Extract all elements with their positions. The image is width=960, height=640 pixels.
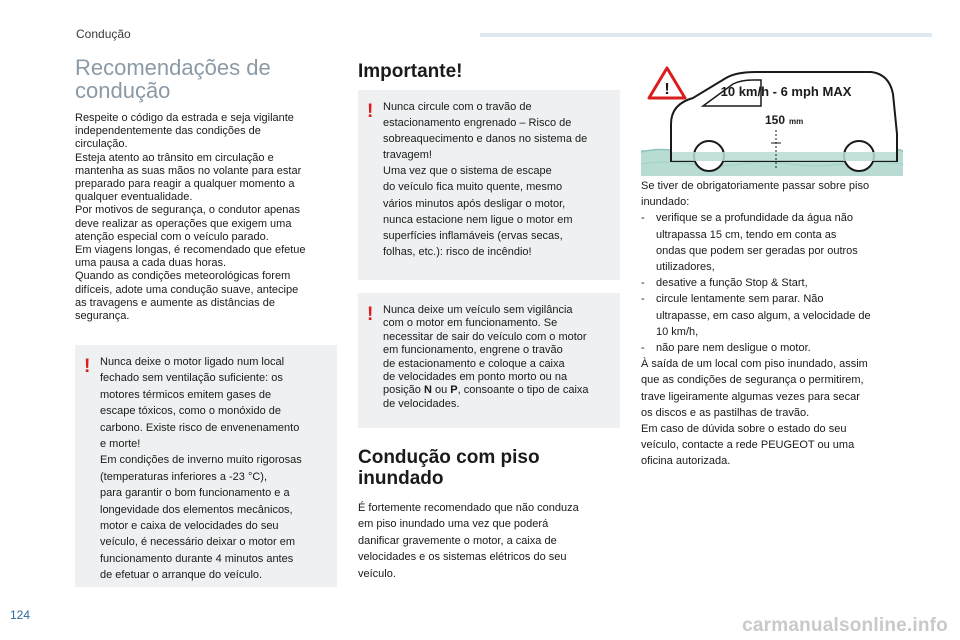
text-line: qualquer eventualidade. — [75, 191, 193, 204]
text-line: Em viagens longas, é recomendado que efetue — [75, 244, 306, 257]
text-line: Por motivos de segurança, o condutor apenas — [75, 204, 301, 217]
text-line: uma pausa a cada duas horas. — [75, 257, 227, 270]
page-title — [75, 56, 337, 102]
text-line: de velocidades em ponto morto ou na — [383, 371, 568, 384]
text-line: oficina autorizada. — [641, 455, 731, 468]
depth-unit: mm — [789, 117, 804, 126]
text-line: que as condições de segurança o permitirem, — [641, 374, 864, 387]
list-dash: - — [641, 212, 645, 225]
text-line: ultrapasse, em caso algum, a velocidade de — [656, 309, 871, 322]
list-dash: - — [641, 342, 645, 355]
flood-title — [358, 447, 620, 489]
text-line: Em condições de inverno muito rigorosas — [100, 454, 302, 467]
text-line: Nunca circule com o travão de — [383, 101, 532, 113]
warning-box-engine-running-enclosed — [75, 345, 337, 587]
text-line: com o motor em funcionamento. Se — [383, 317, 558, 330]
list-item — [641, 275, 906, 291]
text-line: Nunca deixe um veículo sem vigilância — [383, 304, 573, 316]
text-line: necessitar de sair do veículo com o motor — [383, 330, 587, 343]
text-line: Quando as condições meteorológicas forem — [75, 270, 291, 283]
text-line: À saída de um local com piso inundado, assim — [641, 358, 868, 371]
text-line: escape tóxicos, como o monóxido de — [100, 405, 281, 418]
warning-exclamation-icon: ! — [84, 356, 91, 377]
warning-box-parking-brake — [358, 90, 620, 280]
text-line: atenção especial com o veículo parado. — [75, 230, 269, 243]
text-line: carbono. Existe risco de envenenamento — [100, 421, 300, 434]
text-line: segurança. — [75, 310, 130, 323]
text-line: circulação. — [75, 138, 128, 151]
warning-box-unattended-vehicle — [358, 293, 620, 428]
text-line: desative a função Stop & Start, — [656, 277, 808, 290]
warning-exclamation-icon: ! — [367, 304, 374, 325]
text-line: 10 km/h, — [656, 325, 699, 338]
text-segment: , consoante o tipo de caixa — [457, 384, 589, 397]
text-line: de estacionamento e coloque a caixa — [383, 357, 565, 370]
page-number: 124 — [10, 608, 31, 622]
text-line: folhas, etc.): risco de incêndio! — [383, 245, 532, 258]
warning-text — [100, 354, 327, 584]
flood-title-line-2: inundado — [358, 468, 444, 489]
text-line: de efetuar o arranque do veículo. — [100, 569, 263, 582]
text-line: circule lentamente sem parar. Não — [656, 293, 824, 306]
text-line: em piso inundado uma vez que poderá — [358, 518, 549, 531]
text-line: ultrapassa 15 cm, tendo em conta as — [656, 228, 837, 241]
text-line: do veículo fica muito quente, mesmo — [383, 181, 563, 194]
text-line: veículo, é necessário deixar o motor em — [100, 536, 296, 549]
warning-text — [383, 99, 610, 260]
text-line: sobreaquecimento e danos no sistema de — [383, 133, 588, 146]
text-line: trave ligeiramente algumas vezes para secar — [641, 390, 860, 403]
gear-p-label: P — [450, 384, 458, 397]
text-line: difíceis, adote uma condução suave, antecipe — [75, 283, 299, 296]
text-line: motores térmicos emitem gases de — [100, 388, 272, 401]
text-line: em funcionamento, engrene o travão — [383, 344, 563, 357]
water-overlay — [672, 152, 896, 161]
speed-limit-label: 10 km/h - 6 mph MAX — [720, 84, 852, 99]
flood-instructions — [641, 178, 906, 470]
flood-outro — [641, 356, 906, 469]
list-item-text — [656, 340, 906, 356]
flooded-road-illustration — [641, 64, 903, 176]
text-line: Esteja atento ao trânsito em circulação e — [75, 151, 274, 164]
page-title-line-1: Recomendações de — [75, 55, 271, 80]
text-line: independentemente das condições de — [75, 125, 261, 138]
list-dash: - — [641, 277, 645, 290]
warning-text — [383, 304, 610, 411]
text-line: fechado sem ventilação suficiente: os — [100, 372, 283, 385]
text-line: as travagens e aumente as distâncias de — [75, 296, 275, 309]
text-line: não pare nem desligue o motor. — [656, 342, 811, 355]
depth-value: 150 — [765, 113, 786, 127]
gear-n-label: N — [423, 384, 432, 397]
flood-title-line-1: Condução com piso — [358, 447, 540, 468]
flood-paragraph — [358, 500, 620, 582]
text-line: ondas que podem ser geradas por outros — [656, 244, 858, 257]
recommendations-paragraph — [75, 112, 337, 323]
text-line: (temperaturas inferiores a -23 °C), — [100, 470, 268, 483]
important-title: Importante! — [358, 61, 463, 82]
text-line: Nunca deixe o motor ligado num local — [100, 356, 285, 368]
text-line: Se tiver de obrigatoriamente passar sobre piso — [641, 180, 870, 192]
column-recommendations — [75, 56, 337, 323]
text-line: preparado para reagir a qualquer momento a — [75, 178, 295, 191]
flood-intro — [641, 178, 906, 210]
text-line: veículo, contacte a rede PEUGEOT ou uma — [641, 439, 855, 452]
list-dash: - — [641, 293, 645, 306]
site-watermark: carmanualsonline.info — [742, 615, 948, 636]
text-line: funcionamento durante 4 minutos antes — [100, 552, 294, 565]
text-line: Uma vez que o sistema de escape — [383, 165, 552, 178]
header-section-label: Condução — [76, 27, 131, 41]
text-line: superfícies inflamáveis (ervas secas, — [383, 229, 563, 242]
text-line: verifique se a profundidade da água não — [656, 212, 853, 225]
text-line: É fortemente recomendado que não conduza — [358, 502, 579, 514]
text-line: Respeite o código da estrada e seja vigilante — [75, 112, 294, 124]
text-line: estacionamento engrenado – Risco de — [383, 117, 572, 130]
text-line: para garantir o bom funcionamento e a — [100, 487, 290, 500]
text-line: de velocidades. — [383, 397, 460, 410]
text-line: vários minutos após desligar o motor, — [383, 197, 566, 210]
text-line: utilizadores, — [656, 261, 715, 274]
list-item — [641, 210, 906, 275]
page-title-line-2: condução — [75, 78, 171, 103]
list-item-text — [656, 291, 906, 340]
list-item-text — [656, 210, 906, 275]
text-line: longevidade dos elementos mecânicos, — [100, 503, 293, 516]
text-line: mantenha as suas mãos no volante para estar — [75, 164, 302, 177]
column-important — [358, 56, 620, 82]
text-line: danificar gravemente o motor, a caixa de — [358, 534, 557, 547]
text-line: motor e caixa de velocidades do seu — [100, 520, 279, 533]
text-line: inundado: — [641, 196, 690, 209]
flood-steps-list — [641, 210, 906, 356]
warning-triangle-mark: ! — [664, 81, 670, 98]
car-in-water-svg — [641, 64, 903, 176]
text-line: nunca estacione nem ligue o motor em — [383, 213, 573, 226]
flood-section — [358, 447, 620, 582]
warning-exclamation-icon: ! — [367, 101, 374, 122]
list-item-text — [656, 275, 906, 291]
text-line: travagem! — [383, 149, 432, 162]
text-line: Em caso de dúvida sobre o estado do seu — [641, 423, 847, 436]
list-item — [641, 291, 906, 340]
list-item — [641, 340, 906, 356]
text-line: velocidades e os sistemas elétricos do seu — [358, 551, 567, 564]
text-line: os discos e as pastilhas de travão. — [641, 406, 810, 419]
text-line: veículo. — [358, 567, 396, 580]
text-line: deve realizar as operações que exigem uma — [75, 217, 292, 230]
text-segment: ou — [431, 384, 451, 397]
text-segment: posição — [383, 384, 424, 397]
text-line: e morte! — [100, 438, 141, 451]
header-rule — [480, 33, 932, 37]
